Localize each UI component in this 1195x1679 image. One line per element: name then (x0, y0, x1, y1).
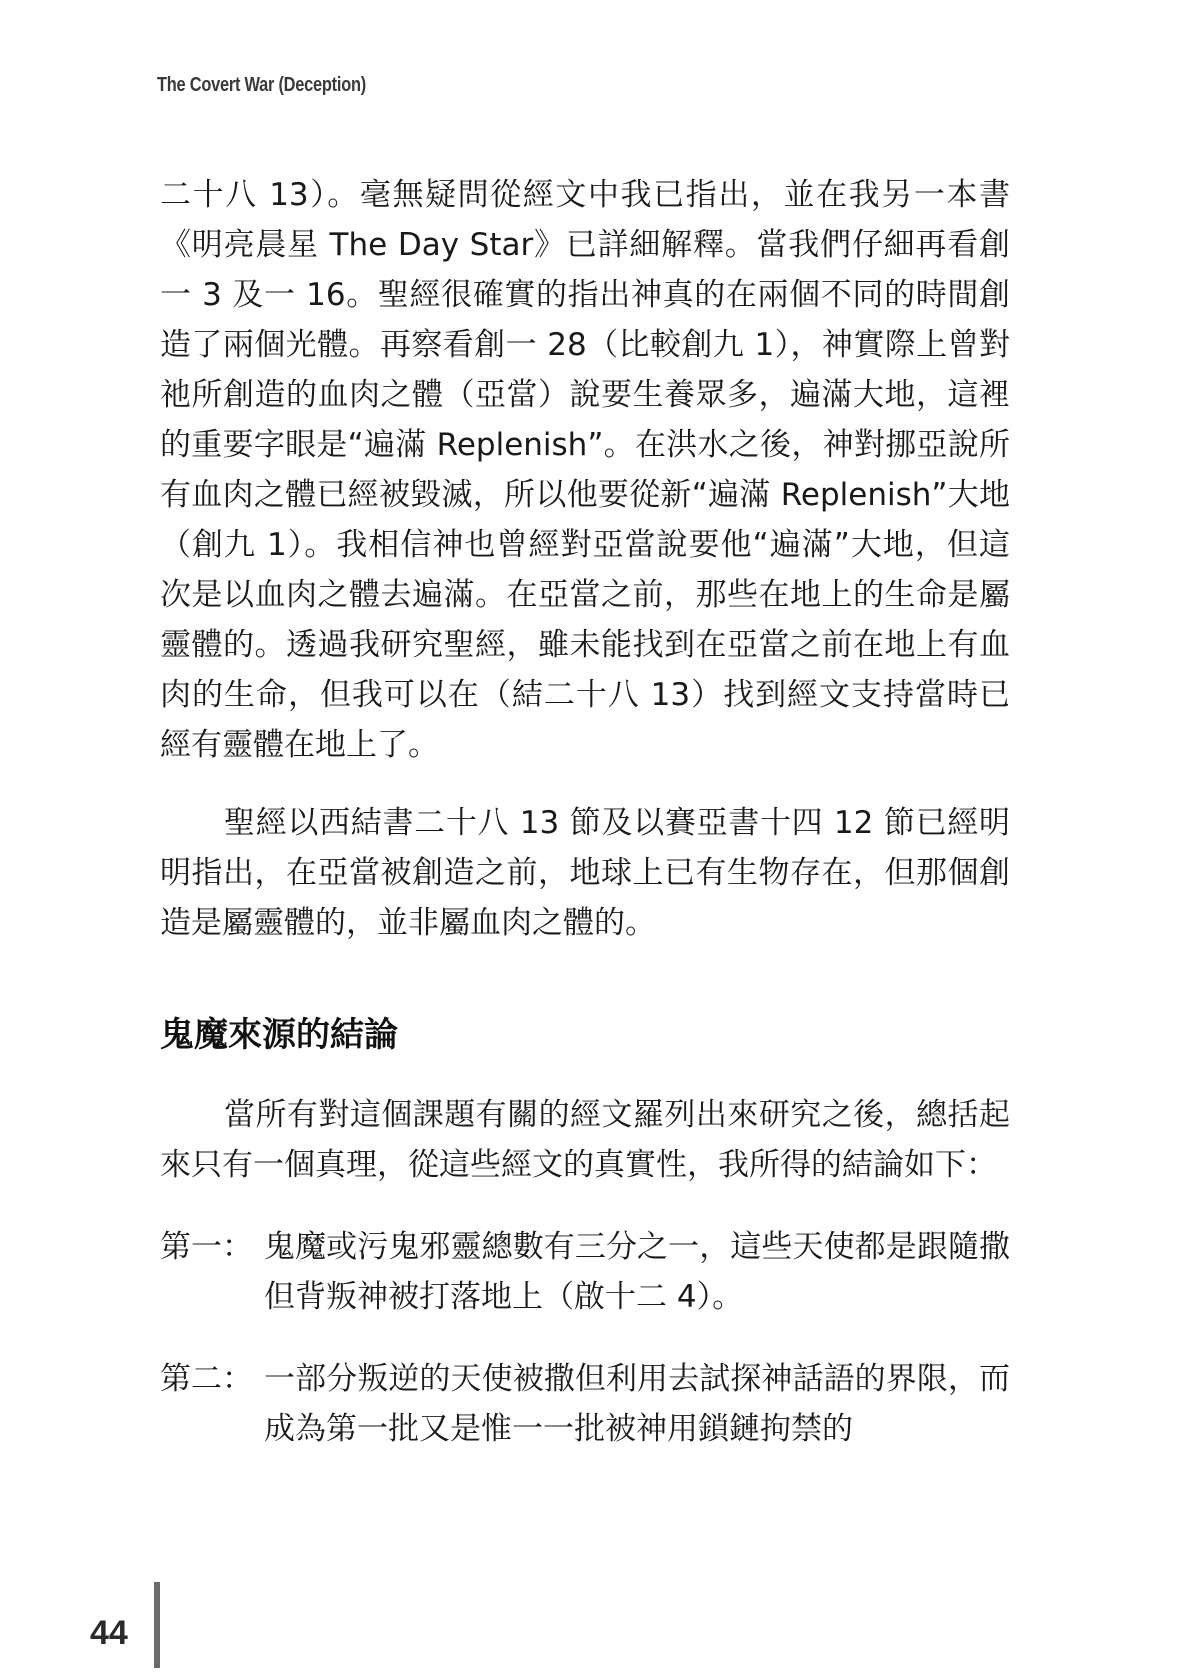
running-header: The Covert War (Deception) (157, 74, 366, 96)
section-heading: 鬼魔來源的結論 (160, 1015, 398, 1055)
body-paragraph: 二十八 13）。毫無疑問從經文中我已指出，並在我另一本書《明亮晨星 The Day Star》已詳細解釋。當我們仔細再看創一 3 及一 16。聖經很確實的指出神真的在兩個不同的時間創造了兩個光體。再察看創一 28（比較創九 1），神實際上曾對祂所創造的血肉之體（亞當）說要生養眾多，遍滿大地，這裡的重要字眼是“遍滿 Replenish”。在洪水之後，神對挪亞說所有血肉之體已經被毀滅，所以他要從新“遍滿 Replenish”大地（創九 1）。我相信神也曾經對亞當說要他“遍滿”大地，但這次是以血肉之體去遍滿。在亞當之前，那些在地上的生命是屬靈體的。透過我研究聖經，雖未能找到在亞當之前在地上有血肉的生命，但我可以在（結二十八 13）找到經文支持當時已經有靈體在地上了。 (160, 177, 1010, 763)
conclusion-point-2 (160, 1354, 1010, 1454)
page-number-rule (154, 1582, 160, 1668)
page-number: 44 (90, 1614, 128, 1652)
point-text: 鬼魔或污鬼邪靈總數有三分之一，這些天使都是跟隨撒但背叛神被打落地上（啟十二 4）。 (264, 1229, 1010, 1315)
body-paragraph: 聖經以西結書二十八 13 節及以賽亞書十四 12 節已經明明指出，在亞當被創造之前，地球上已有生物存在，但那個創造是屬靈體的，並非屬血肉之體的。 (160, 805, 1010, 941)
page-body (160, 170, 1010, 1454)
point-text: 一部分叛逆的天使被撒但利用去試探神話語的界限，而成為第一批又是惟一一批被神用鎖鏈拘禁的 (264, 1361, 1010, 1447)
section-intro-paragraph: 當所有對這個課題有關的經文羅列出來研究之後，總括起來只有一個真理，從這些經文的真實性，我所得的結論如下： (160, 1097, 1010, 1183)
conclusion-point-1 (160, 1222, 1010, 1322)
point-label: 第二： (160, 1361, 253, 1397)
point-label: 第一： (160, 1229, 253, 1265)
